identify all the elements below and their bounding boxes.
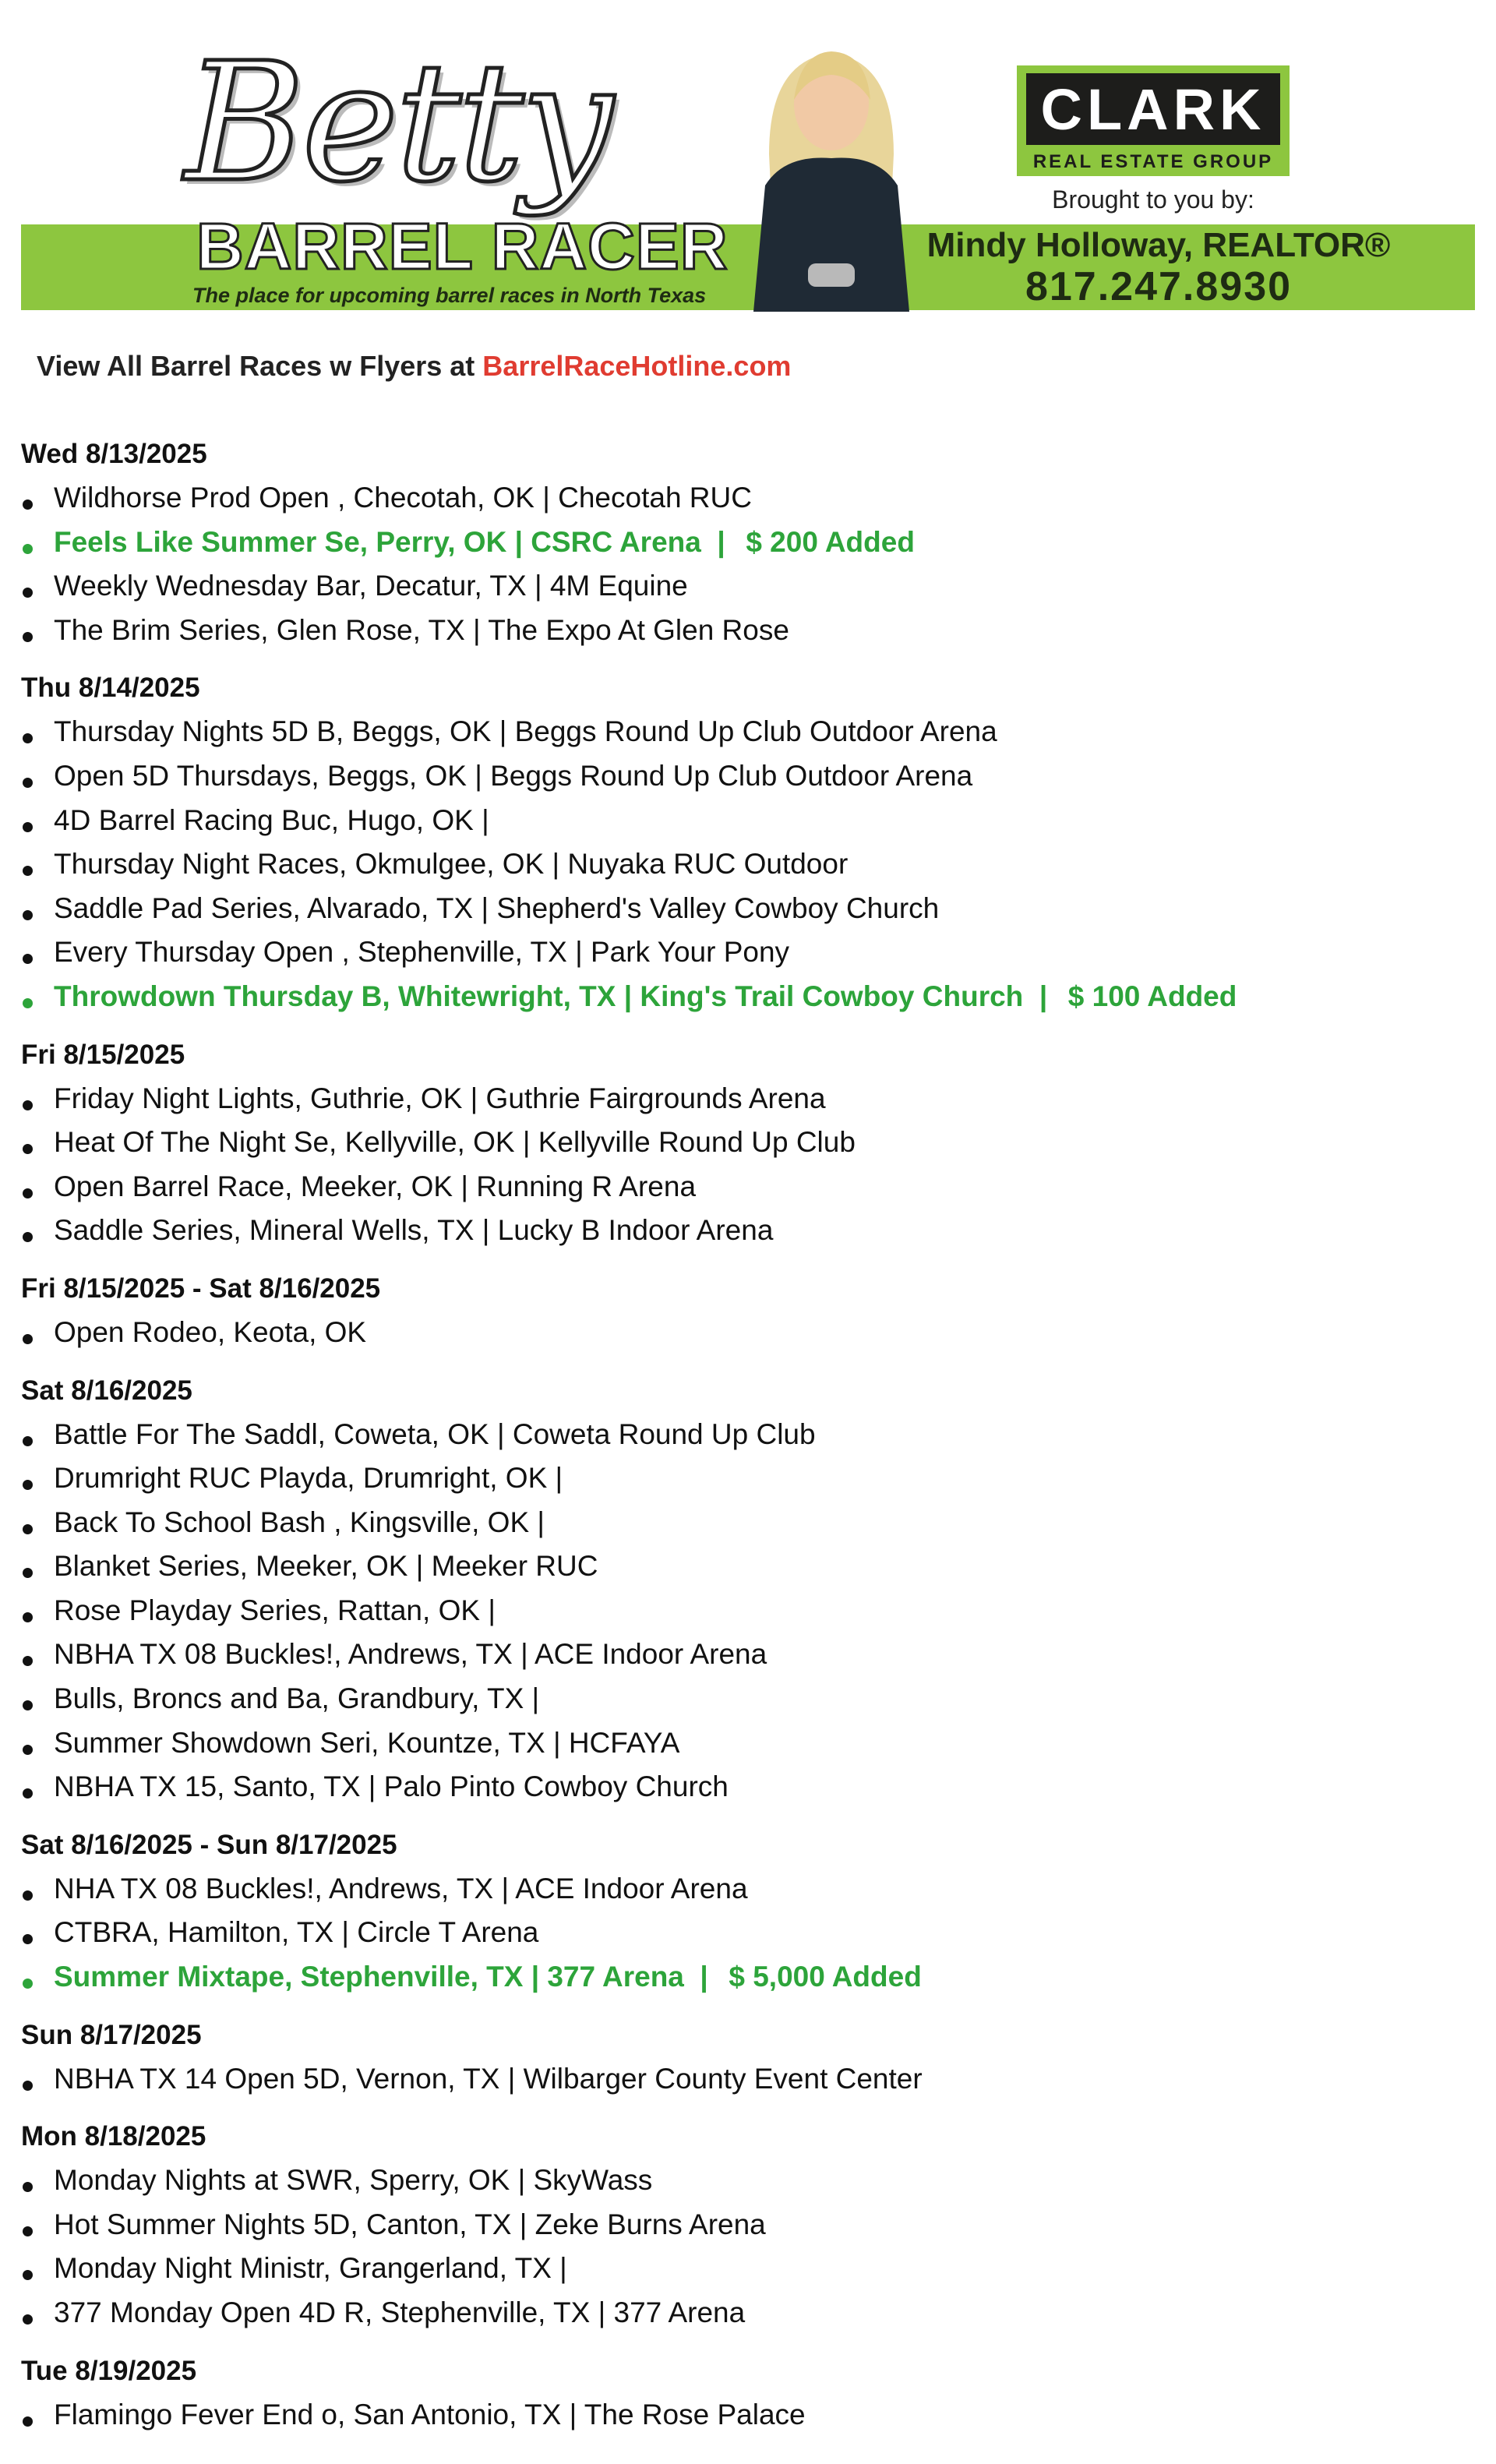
- intro-text: View All Barrel Races w Flyers at: [37, 350, 483, 382]
- date-heading: Fri 8/15/2025 - Sat 8/16/2025: [21, 1273, 381, 1304]
- event-text: NBHA TX 15, Santo, TX | Palo Pinto Cowboy Church: [54, 1770, 729, 1803]
- event-item[interactable]: [21, 1589, 1480, 1633]
- event-item[interactable]: [21, 609, 1480, 653]
- bullet-icon: [23, 822, 33, 832]
- event-text: NBHA TX 08 Buckles!, Andrews, TX | ACE Indoor Arena: [54, 1638, 767, 1671]
- event-text: Every Thursday Open , Stephenville, TX | Park Your Pony: [54, 936, 790, 969]
- event-text: Saddle Pad Series, Alvarado, TX | Shepherd's Valley Cowboy Church: [54, 891, 940, 924]
- event-item[interactable]: [21, 1633, 1480, 1677]
- event-text: Monday Night Ministr, Grangerland, TX |: [54, 2252, 567, 2285]
- bullet-icon: [23, 1524, 33, 1534]
- event-item[interactable]: [21, 2057, 1480, 2102]
- event-item[interactable]: [21, 1121, 1480, 1165]
- clark-logo-name: CLARK: [1040, 77, 1266, 142]
- event-text: Blanket Series, Meeker, OK | Meeker RUC: [54, 1550, 598, 1583]
- realtor-photo: [722, 30, 940, 312]
- barrelracehotline-link[interactable]: BarrelRaceHotline.com: [482, 350, 792, 382]
- bullet-icon: [23, 1232, 33, 1242]
- event-item[interactable]: [21, 1544, 1480, 1589]
- header-banner: [21, 30, 1475, 312]
- bullet-icon: [23, 544, 33, 554]
- event-text: Summer Mixtape, Stephenville, TX | 377 Arena: [54, 1961, 684, 1993]
- bullet-icon: [23, 2270, 33, 2280]
- event-item[interactable]: [21, 2203, 1480, 2247]
- event-text: Bulls, Broncs and Ba, Grandbury, TX |: [54, 1682, 540, 1715]
- event-text: Summer Showdown Seri, Kountze, TX | HCFAYA: [54, 1726, 680, 1759]
- bullet-icon: [23, 2226, 33, 2236]
- event-text: Back To School Bash , Kingsville, OK |: [54, 1506, 545, 1538]
- event-item[interactable]: [21, 799, 1480, 843]
- event-item[interactable]: [21, 1721, 1480, 1766]
- bullet-icon: [23, 1100, 33, 1110]
- added-money: $ 5,000 Added: [729, 1961, 922, 1993]
- event-item[interactable]: [21, 1077, 1480, 1121]
- bullet-icon: [23, 1788, 33, 1799]
- event-item[interactable]: [21, 1165, 1480, 1209]
- event-item[interactable]: [21, 842, 1480, 887]
- event-item[interactable]: [21, 930, 1480, 975]
- bullet-icon: [23, 632, 33, 642]
- clark-logo-sub: REAL ESTATE GROUP: [1032, 151, 1274, 172]
- brought-to-you-by: Brought to you by:: [1052, 185, 1254, 214]
- bullet-icon: [23, 2314, 33, 2325]
- event-text: Weekly Wednesday Bar, Decatur, TX | 4M Equine: [54, 570, 688, 602]
- event-text: Thursday Nights 5D B, Beggs, OK | Beggs Round Up Club Outdoor Arena: [54, 715, 997, 748]
- event-text: Monday Nights at SWR, Sperry, OK | SkyWass: [54, 2164, 653, 2197]
- event-text: Saddle Series, Mineral Wells, TX | Lucky B Indoor Arena: [54, 1214, 774, 1247]
- bullet-icon: [23, 2416, 33, 2427]
- logo-tagline: The place for upcoming barrel races in North Texas: [192, 284, 707, 307]
- separator: |: [1023, 980, 1064, 1012]
- bullet-icon: [23, 1656, 33, 1666]
- event-text: Battle For The Saddl, Coweta, OK | Coweta Round Up Club: [54, 1417, 816, 1450]
- added-money: $ 200 Added: [746, 525, 915, 558]
- event-item[interactable]: [21, 1413, 1480, 1457]
- bullet-icon: [23, 733, 33, 743]
- event-item[interactable]: [21, 887, 1480, 931]
- event-item[interactable]: [21, 710, 1480, 754]
- event-item[interactable]: [21, 1501, 1480, 1545]
- date-heading: Tue 8/19/2025: [21, 2355, 197, 2386]
- race-schedule-list: [21, 432, 1480, 2437]
- featured-event-item[interactable]: [21, 521, 1480, 565]
- bullet-icon: [23, 1612, 33, 1622]
- bullet-icon: [23, 1979, 33, 1989]
- clark-logo: [1017, 65, 1290, 176]
- bullet-icon: [23, 1144, 33, 1154]
- bullet-icon: [23, 998, 33, 1008]
- bullet-icon: [23, 1745, 33, 1755]
- realtor-name: Mindy Holloway, REALTOR®: [926, 226, 1391, 264]
- separator: |: [683, 1961, 725, 1993]
- event-text: Wildhorse Prod Open , Checotah, OK | Checotah RUC: [54, 482, 752, 514]
- event-text: 4D Barrel Racing Buc, Hugo, OK |: [54, 803, 489, 836]
- date-heading: Sat 8/16/2025 - Sun 8/17/2025: [21, 1829, 397, 1860]
- date-heading: Sat 8/16/2025: [21, 1375, 192, 1406]
- event-text: 377 Monday Open 4D R, Stephenville, TX | 377 Arena: [54, 2296, 746, 2328]
- event-text: CTBRA, Hamilton, TX | Circle T Arena: [54, 1916, 539, 1949]
- bullet-icon: [23, 1480, 33, 1490]
- event-item[interactable]: [21, 1311, 1480, 1355]
- bullet-icon: [23, 778, 33, 788]
- bullet-icon: [23, 954, 33, 964]
- event-item[interactable]: [21, 1677, 1480, 1721]
- bullet-icon: [23, 2081, 33, 2091]
- bullet-icon: [23, 1436, 33, 1446]
- intro-line: [37, 349, 791, 383]
- event-text: Throwdown Thursday B, Whitewright, TX | King's Trail Cowboy Church: [54, 980, 1024, 1012]
- bullet-icon: [23, 1890, 33, 1901]
- event-text: Open Rodeo, Keota, OK: [54, 1315, 367, 1348]
- bullet-icon: [23, 1934, 33, 1944]
- event-text: NHA TX 08 Buckles!, Andrews, TX | ACE Indoor Arena: [54, 1872, 748, 1904]
- date-heading: Thu 8/14/2025: [21, 672, 200, 704]
- bullet-icon: [23, 910, 33, 920]
- event-text: Friday Night Lights, Guthrie, OK | Guthrie Fairgrounds Arena: [54, 1082, 826, 1114]
- event-item[interactable]: [21, 2393, 1480, 2438]
- event-item[interactable]: [21, 1456, 1480, 1501]
- bullet-icon: [23, 1334, 33, 1344]
- event-text: The Brim Series, Glen Rose, TX | The Expo At Glen Rose: [54, 613, 789, 646]
- bullet-icon: [23, 588, 33, 598]
- event-text: Open Barrel Race, Meeker, OK | Running R Arena: [54, 1170, 697, 1202]
- date-heading: Fri 8/15/2025: [21, 1039, 185, 1070]
- event-item[interactable]: [21, 2291, 1480, 2335]
- date-heading: Sun 8/17/2025: [21, 2019, 202, 2050]
- event-text: Hot Summer Nights 5D, Canton, TX | Zeke Burns Arena: [54, 2208, 766, 2240]
- event-text: Thursday Night Races, Okmulgee, OK | Nuyaka RUC Outdoor: [54, 848, 849, 881]
- date-heading: Wed 8/13/2025: [21, 439, 207, 469]
- event-text: Feels Like Summer Se, Perry, OK | CSRC Arena: [54, 525, 701, 558]
- logo-subtitle: BARREL RACER: [196, 210, 729, 283]
- bullet-icon: [23, 500, 33, 510]
- event-text: Rose Playday Series, Rattan, OK |: [54, 1594, 496, 1626]
- bullet-icon: [23, 1188, 33, 1198]
- event-item[interactable]: [21, 564, 1480, 609]
- event-text: NBHA TX 14 Open 5D, Vernon, TX | Wilbarger County Event Center: [54, 2062, 923, 2095]
- event-item[interactable]: [21, 2159, 1480, 2203]
- realtor-phone: 817.247.8930: [1025, 264, 1293, 309]
- event-text: Flamingo Fever End o, San Antonio, TX | The Rose Palace: [54, 2398, 806, 2430]
- featured-event-item[interactable]: [21, 1955, 1480, 2000]
- date-heading: Mon 8/18/2025: [21, 2121, 206, 2152]
- event-text: Open 5D Thursdays, Beggs, OK | Beggs Round Up Club Outdoor Arena: [54, 759, 973, 792]
- event-item[interactable]: [21, 1209, 1480, 1253]
- bullet-icon: [23, 1568, 33, 1578]
- added-money: $ 100 Added: [1067, 980, 1237, 1012]
- event-item[interactable]: [21, 1765, 1480, 1809]
- bullet-icon: [23, 2182, 33, 2192]
- featured-event-item[interactable]: [21, 975, 1480, 1019]
- event-item[interactable]: [21, 476, 1480, 521]
- event-text: Heat Of The Night Se, Kellyville, OK | Kellyville Round Up Club: [54, 1126, 856, 1159]
- bullet-icon: [23, 866, 33, 876]
- event-item[interactable]: [21, 2247, 1480, 2291]
- event-item[interactable]: [21, 754, 1480, 799]
- bullet-icon: [23, 1700, 33, 1710]
- logo-title: Betty: [185, 30, 611, 218]
- event-item[interactable]: [21, 1867, 1480, 1912]
- event-text: Drumright RUC Playda, Drumright, OK |: [54, 1462, 563, 1495]
- event-item[interactable]: [21, 1911, 1480, 1955]
- separator: |: [700, 525, 742, 558]
